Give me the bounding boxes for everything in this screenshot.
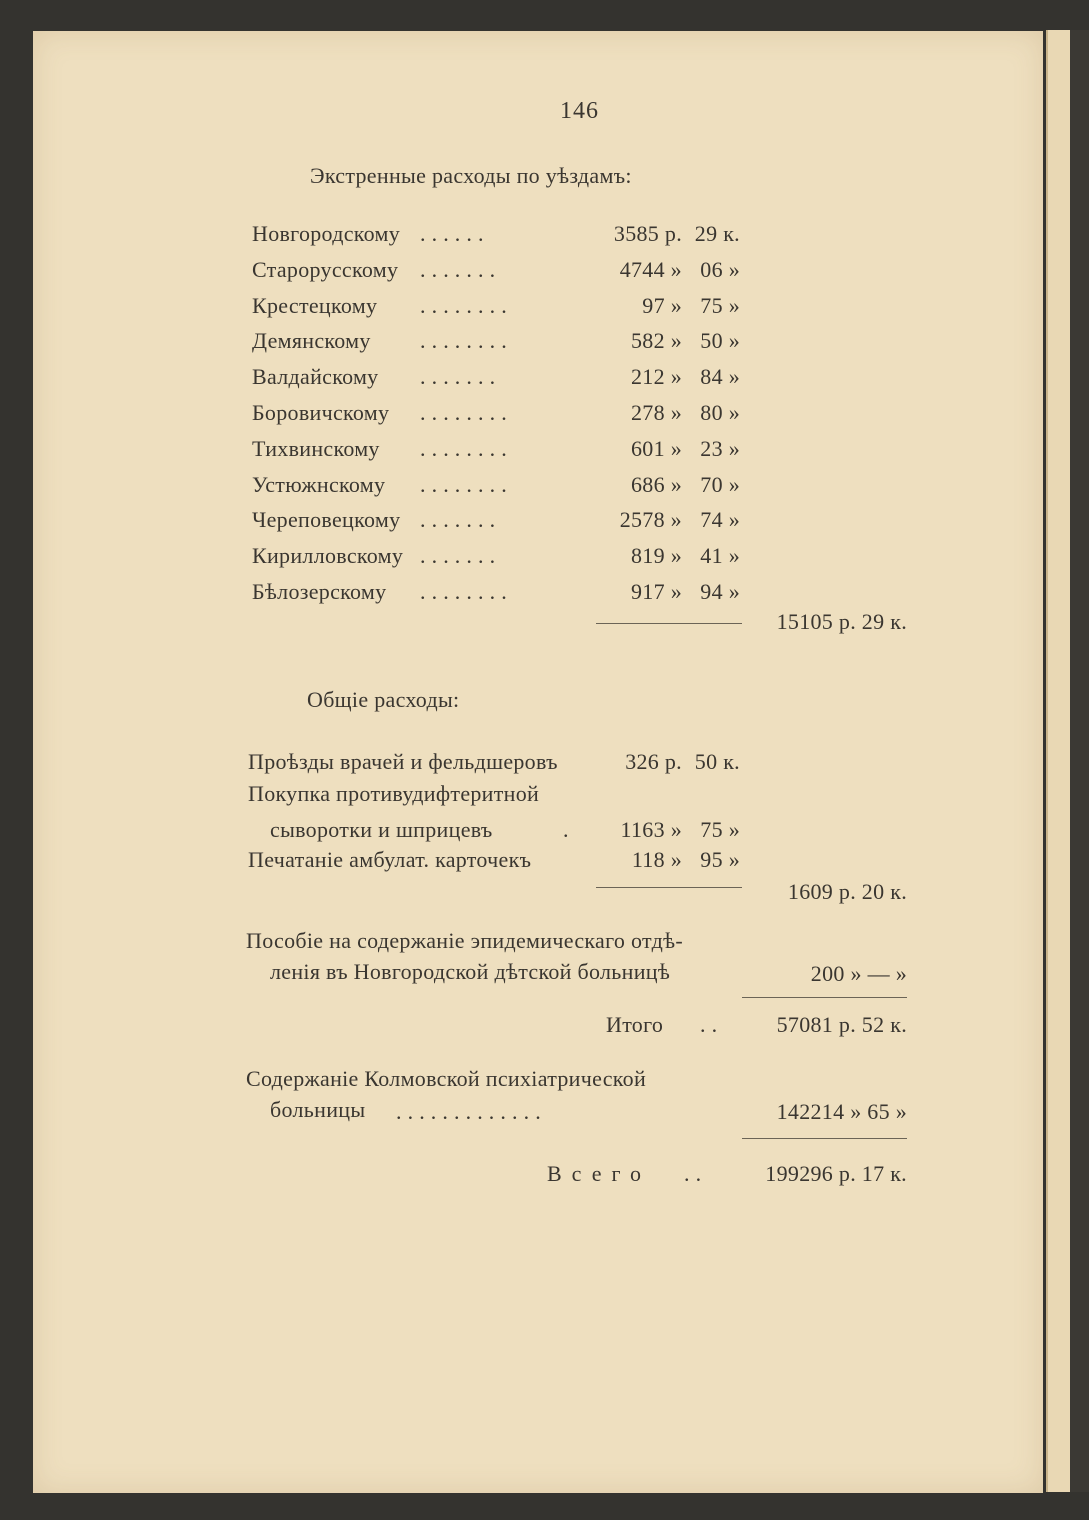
district-name: Бѣлозерскому bbox=[252, 579, 387, 604]
district-dots: . . . . . . . . bbox=[420, 328, 507, 353]
district-kop: 29 к. bbox=[694, 221, 740, 246]
posobie-amount: 200 » — » bbox=[810, 961, 907, 986]
district-kop: 41 » bbox=[700, 543, 740, 568]
general-row-rub: 118 » bbox=[631, 847, 682, 872]
district-kop: 74 » bbox=[700, 507, 740, 532]
district-rub: 686 » bbox=[631, 472, 682, 497]
district-dots: . . . . . . . . bbox=[420, 400, 507, 425]
vsego-amount: 199296 р. 17 к. bbox=[765, 1161, 907, 1186]
district-dots: . . . . . . . bbox=[420, 364, 496, 389]
district-dots: . . . . . . . . bbox=[420, 293, 507, 318]
district-name: Валдайскому bbox=[252, 364, 379, 389]
general-row-name: Печатаніе амбулат. карточекъ bbox=[248, 847, 532, 872]
page-number: 146 bbox=[560, 98, 599, 124]
district-rub: 582 » bbox=[631, 328, 682, 353]
district-name: Крестецкому bbox=[252, 293, 378, 318]
general-row-rub: 326 р. bbox=[625, 749, 682, 774]
district-rub: 3585 р. bbox=[613, 221, 682, 246]
vsego-rule bbox=[742, 1138, 907, 1139]
kolmovo-amount: 142214 » 65 » bbox=[776, 1099, 907, 1124]
district-rub: 212 » bbox=[631, 364, 682, 389]
district-rub: 2578 » bbox=[619, 507, 682, 532]
district-name: Тихвинскому bbox=[252, 436, 380, 461]
district-rub: 4744 » bbox=[619, 257, 682, 282]
district-dots: . . . . . . . bbox=[420, 257, 496, 282]
district-name: Боровичскому bbox=[252, 400, 390, 425]
district-name: Кирилловскому bbox=[252, 543, 404, 568]
district-rub: 278 » bbox=[631, 400, 682, 425]
general-row-rub: 1163 » bbox=[620, 817, 682, 842]
general-row-kop: 50 к. bbox=[694, 749, 740, 774]
itogo-label: Итого bbox=[606, 1012, 664, 1037]
district-dots: . . . . . . . . bbox=[420, 472, 507, 497]
kolmovo-dots: . . . . . . . . . . . . . bbox=[396, 1099, 541, 1124]
district-name: Старорусскому bbox=[252, 257, 399, 282]
general-row-dots: . bbox=[563, 817, 569, 842]
kolmovo-text: Содержаніе Колмовской психіатрической bbox=[246, 1066, 647, 1091]
district-name: Череповецкому bbox=[252, 507, 401, 532]
itogo-dots: . . bbox=[700, 1012, 718, 1037]
general-row-name: Покупка противудифтеритной bbox=[248, 781, 540, 806]
district-rub: 917 » bbox=[631, 579, 682, 604]
general-row-kop: 75 » bbox=[700, 817, 740, 842]
vsego-label: Всего bbox=[547, 1161, 651, 1186]
district-dots: . . . . . . . . bbox=[420, 579, 507, 604]
district-name: Устюжнскому bbox=[252, 472, 386, 497]
vsego-dots: . . bbox=[684, 1161, 702, 1186]
district-rub: 819 » bbox=[631, 543, 682, 568]
district-dots: . . . . . . . bbox=[420, 507, 496, 532]
posobie-text: Пособіе на содержаніе эпидемическаго отдѣ- bbox=[246, 928, 683, 953]
district-name: Демянскому bbox=[252, 328, 371, 353]
section-extra-title: Экстренные расходы по уѣздамъ: bbox=[310, 163, 632, 188]
district-total: 15105 р. 29 к. bbox=[776, 609, 907, 634]
general-row-kop: 95 » bbox=[700, 847, 740, 872]
district-rub: 601 » bbox=[631, 436, 682, 461]
district-kop: 23 » bbox=[700, 436, 740, 461]
district-kop: 80 » bbox=[700, 400, 740, 425]
district-dots: . . . . . . . bbox=[420, 543, 496, 568]
district-rub: 97 » bbox=[642, 293, 682, 318]
general-row-name: сыворотки и шприцевъ bbox=[270, 817, 493, 842]
district-kop: 84 » bbox=[700, 364, 740, 389]
section-general-title: Общіе расходы: bbox=[307, 687, 460, 712]
general-total: 1609 р. 20 к. bbox=[787, 879, 907, 904]
itogo-rule bbox=[742, 997, 907, 998]
posobie-text: ленія въ Новгородской дѣтской больницѣ bbox=[270, 959, 671, 984]
district-name: Новгородскому bbox=[252, 221, 401, 246]
district-kop: 06 » bbox=[700, 257, 740, 282]
background-edge bbox=[1070, 30, 1089, 1492]
district-kop: 94 » bbox=[700, 579, 740, 604]
kolmovo-text: больницы bbox=[270, 1097, 366, 1122]
district-dots: . . . . . . . . bbox=[420, 436, 507, 461]
district-kop: 75 » bbox=[700, 293, 740, 318]
district-kop: 70 » bbox=[700, 472, 740, 497]
district-dots: . . . . . . bbox=[420, 221, 484, 246]
general-row-name: Проѣзды врачей и фельдшеровъ bbox=[248, 749, 558, 774]
itogo-amount: 57081 р. 52 к. bbox=[776, 1012, 907, 1037]
district-kop: 50 » bbox=[700, 328, 740, 353]
